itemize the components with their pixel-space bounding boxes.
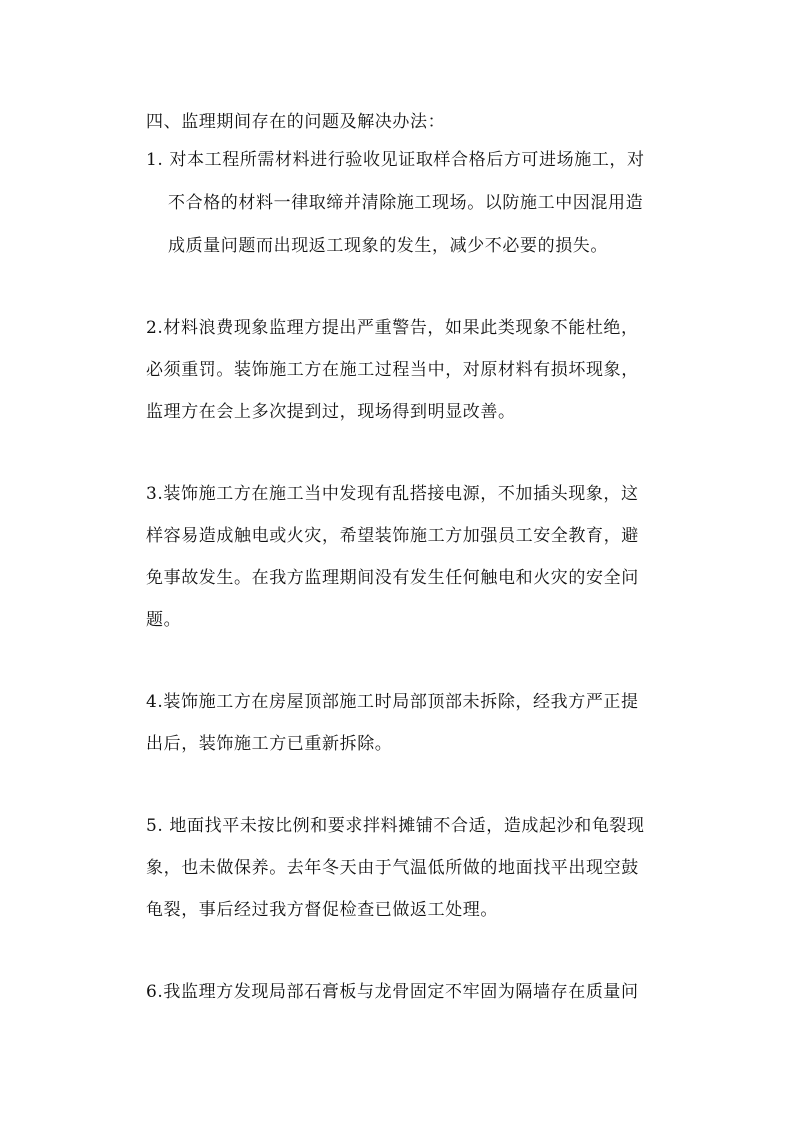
item-2-line-1: 2.材料浪费现象监理方提出严重警告，如果此类现象不能杜绝， bbox=[146, 318, 639, 338]
item-4-line-1: 4.装饰施工方在房屋顶部施工时局部顶部未拆除，经我方严正提 bbox=[146, 692, 639, 712]
item-2-line-2: 必须重罚。装饰施工方在施工过程当中，对原材料有损坏现象， bbox=[146, 360, 639, 380]
item-3-line-2: 样容易造成触电或火灾，希望装饰施工方加强员工安全教育，避 bbox=[146, 526, 639, 546]
item-6-line-1: 6.我监理方发现局部石膏板与龙骨固定不牢固为隔墙存在质量问 bbox=[146, 982, 639, 1002]
item-3-line-1: 3.装饰施工方在施工当中发现有乱搭接电源，不加插头现象，这 bbox=[146, 484, 639, 504]
item-3-line-4: 题。 bbox=[146, 610, 182, 630]
item-1-line-1: 1. 对本工程所需材料进行验收见证取样合格后方可进场施工，对 bbox=[146, 150, 645, 170]
section-heading: 四、监理期间存在的问题及解决办法： bbox=[146, 112, 446, 132]
item-1-line-3: 成质量问题而出现返工现象的发生，减少不必要的损失。 bbox=[168, 236, 608, 256]
item-5-line-2: 象，也未做保养。去年冬天由于气温低所做的地面找平出现空鼓 bbox=[146, 858, 639, 878]
item-4-line-2: 出后，装饰施工方已重新拆除。 bbox=[146, 734, 393, 754]
item-2-line-3: 监理方在会上多次提到过，现场得到明显改善。 bbox=[146, 402, 516, 422]
item-3-line-3: 免事故发生。在我方监理期间没有发生任何触电和火灾的安全问 bbox=[146, 568, 639, 588]
item-5-line-1: 5. 地面找平未按比例和要求拌料摊铺不合适，造成起沙和龟裂现 bbox=[146, 816, 645, 836]
item-1-line-2: 不合格的材料一律取缔并清除施工现场。以防施工中因混用造 bbox=[168, 193, 644, 213]
item-5-line-3: 龟裂，事后经过我方督促检查已做返工处理。 bbox=[146, 900, 498, 920]
